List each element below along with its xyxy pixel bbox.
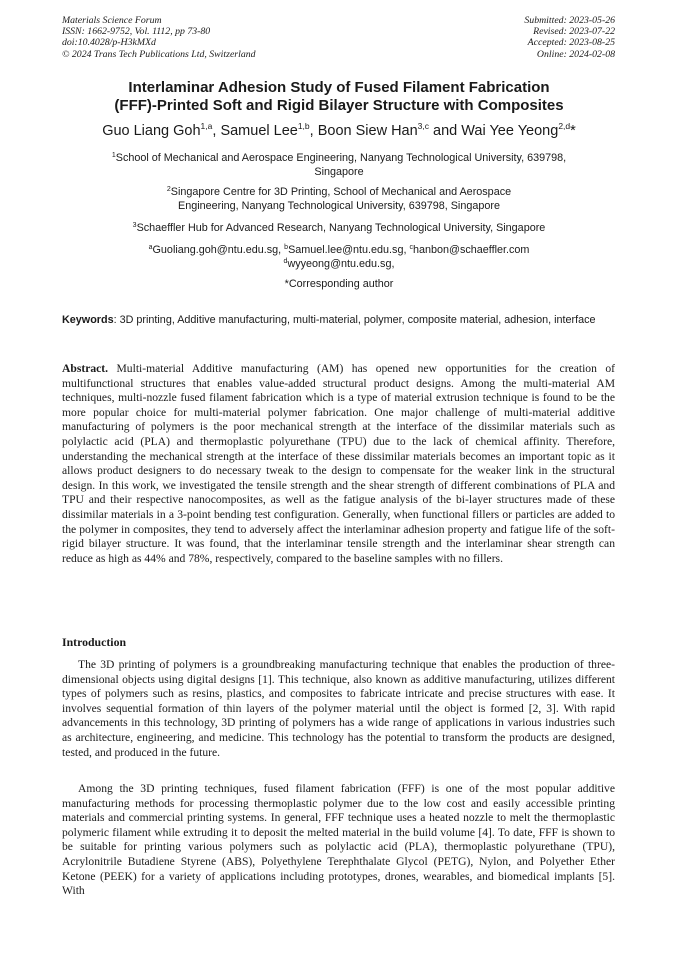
author-separator: and (429, 123, 462, 139)
email-link[interactable]: Guoliang.goh@ntu.edu.sg, (152, 244, 285, 256)
section-heading-introduction: Introduction (62, 635, 127, 649)
submitted-date: Submitted: 2023-05-26 (524, 15, 615, 26)
copyright-line: © 2024 Trans Tech Publications Ltd, Switzerland (62, 48, 256, 60)
abstract-label: Abstract. (62, 362, 109, 375)
email-sup: c (409, 244, 413, 251)
email-link[interactable]: Samuel.lee@ntu.edu.sg, (288, 244, 410, 256)
author-affiliation-sup: 2,d (558, 121, 571, 131)
affiliation-text: Singapore Centre for 3D Printing, School of Mechanical and Aerospace (170, 186, 512, 198)
title-line-1: Interlaminar Adhesion Study of Fused Filament Fabrication (128, 79, 550, 96)
affiliation-text: School of Mechanical and Aerospace Engineering, Nanyang Technological University, 639798, (115, 152, 567, 164)
online-date: Online: 2024-02-08 (536, 48, 615, 60)
revised-date: Revised: 2023-07-22 (533, 26, 615, 38)
journal-name: Materials Science Forum (62, 15, 162, 26)
affiliation-text: Engineering, Nanyang Technological University, 639798, Singapore (178, 199, 500, 212)
author-separator: * (570, 123, 576, 139)
email-link[interactable]: wyyeong@ntu.edu.sg, (287, 257, 395, 270)
author-affiliation-sup: 3,c (417, 121, 430, 131)
affiliation-1 (50, 152, 628, 180)
doi-line: doi:10.4028/p-H3kMXd (62, 37, 156, 49)
abstract-text: Multi-material Additive manufacturing (AM) has opened new opportunities for the creation of multifunctional structures that enables value-added structural product designs. Among the multi-material AM techniques, multi-nozzle fused filament fabrication which is a type of material extrusion technique is found to be the more popular choice for multi-material polymer fabrication. One major challenge of multi-material additive manufacturing of polymers is the poor mechanical strength at the interface of the dissimilar materials such as polylactic acid (PLA) and thermoplastic polyurethane (TPU) due to the lack of chemical affinity. Therefore, understanding the mechanical strength at the interface of these dissimilar materials becomes an important topic as it allows product designers to do necessary tweak to the design to compensate for the weaker link in the structural design. In this work, we investigated the tensile strength and the shear strength of different combinations of PLA and TPU and their respective nanocomposites, as well as the fatigue analysis of the bi-layer structures made of these dissimilar materials in a 3-point bending test configuration. Generally, when functional fillers or particles are added to the polymer in composites, they tend to adversely affect the interlaminar adhesion property and fatigue life of the soft-rigid bilayer structure. It was found, that the interlaminar tensile strength and the interlaminar shear strength can reduce as high as 44% and 78%, respectively, compared to the baseline samples with no fillers. (62, 362, 615, 565)
intro-paragraph-1: The 3D printing of polymers is a groundbreaking manufacturing technique that enables the production of three-dimensional objects using digital designs [1]. This technique, also known as additive manufacturing, utilizes different types of polymers such as resins, plastics, and composites to fabricate intricate and precise structures with ease. It involves sequential formation of thin layers of the polymer material until the object is formed [2, 3]. With rapid advancements in this technology, 3D printing of polymers has a wide range of applications in various industries such as architecture, engineering, and medicine. This technology has the potential to transform the products are designed, tested, and produced in the future. (62, 658, 615, 759)
author-affiliation-sup: 1,a (200, 121, 213, 131)
paper-title (40, 79, 638, 115)
corresponding-author-note: *Corresponding author (284, 278, 394, 290)
affiliation-text: Schaeffler Hub for Advanced Research, Nanyang Technological University, Singapore (136, 222, 546, 234)
author-affiliation-sup: 1,b (297, 121, 310, 131)
affiliation-2 (50, 186, 628, 214)
affiliation-text: Singapore (314, 165, 364, 178)
author-emails (50, 244, 628, 272)
journal-info (62, 15, 256, 60)
affiliation-sup: 3 (132, 222, 137, 229)
affiliation-3 (50, 222, 628, 236)
keywords-label: Keywords (62, 314, 114, 326)
author-separator: , (309, 123, 318, 139)
author-list (30, 122, 648, 140)
email-sup: d (283, 257, 288, 265)
title-line-2: (FFF)-Printed Soft and Rigid Bilayer Structure with Composites (114, 97, 564, 114)
abstract-section (62, 362, 615, 566)
author-name: Samuel Lee (220, 123, 298, 139)
email-link[interactable]: hanbon@schaeffler.com (412, 244, 530, 256)
intro-paragraph-2: Among the 3D printing techniques, fused filament fabrication (FFF) is one of the most popular additive manufacturing methods for processing thermoplastic polymer due to the low cost and easily accessible printing materials and commercial printing systems. In general, FFF technique uses a heated nozzle to melt the thermoplastic polymeric filament while extruding it to deposit the melted material in the build volume [4]. To date, FFF is shown to be suitable for printing various polymers such as polylactic acid (PLA), thermoplastic polyurethane (TPU), Acrylonitrile Butadiene Styrene (ABS), Polyethylene Terephthalate Glycol (PETG), Nylon, and Polyether Ether Ketone (PEEK) for a variety of applications including prototypes, drones, wearables, and biomedical implants [5]. With (62, 782, 615, 898)
author-name: Guo Liang Goh (102, 123, 201, 139)
keywords-text: : 3D printing, Additive manufacturing, multi-material, polymer, composite material, adhesion, interface (113, 314, 596, 326)
author-separator: , (212, 123, 221, 139)
author-name: Boon Siew Han (317, 123, 418, 139)
keywords-section (62, 313, 615, 328)
accepted-date: Accepted: 2023-08-25 (527, 37, 615, 49)
affiliation-sup: 1 (111, 152, 116, 159)
email-sup: a (148, 244, 153, 251)
affiliation-sup: 2 (166, 186, 171, 193)
author-name: Wai Yee Yeong (461, 123, 559, 139)
submission-dates (524, 15, 615, 60)
email-sup: b (284, 244, 289, 251)
issn-line: ISSN: 1662-9752, Vol. 1112, pp 73-80 (62, 26, 211, 38)
